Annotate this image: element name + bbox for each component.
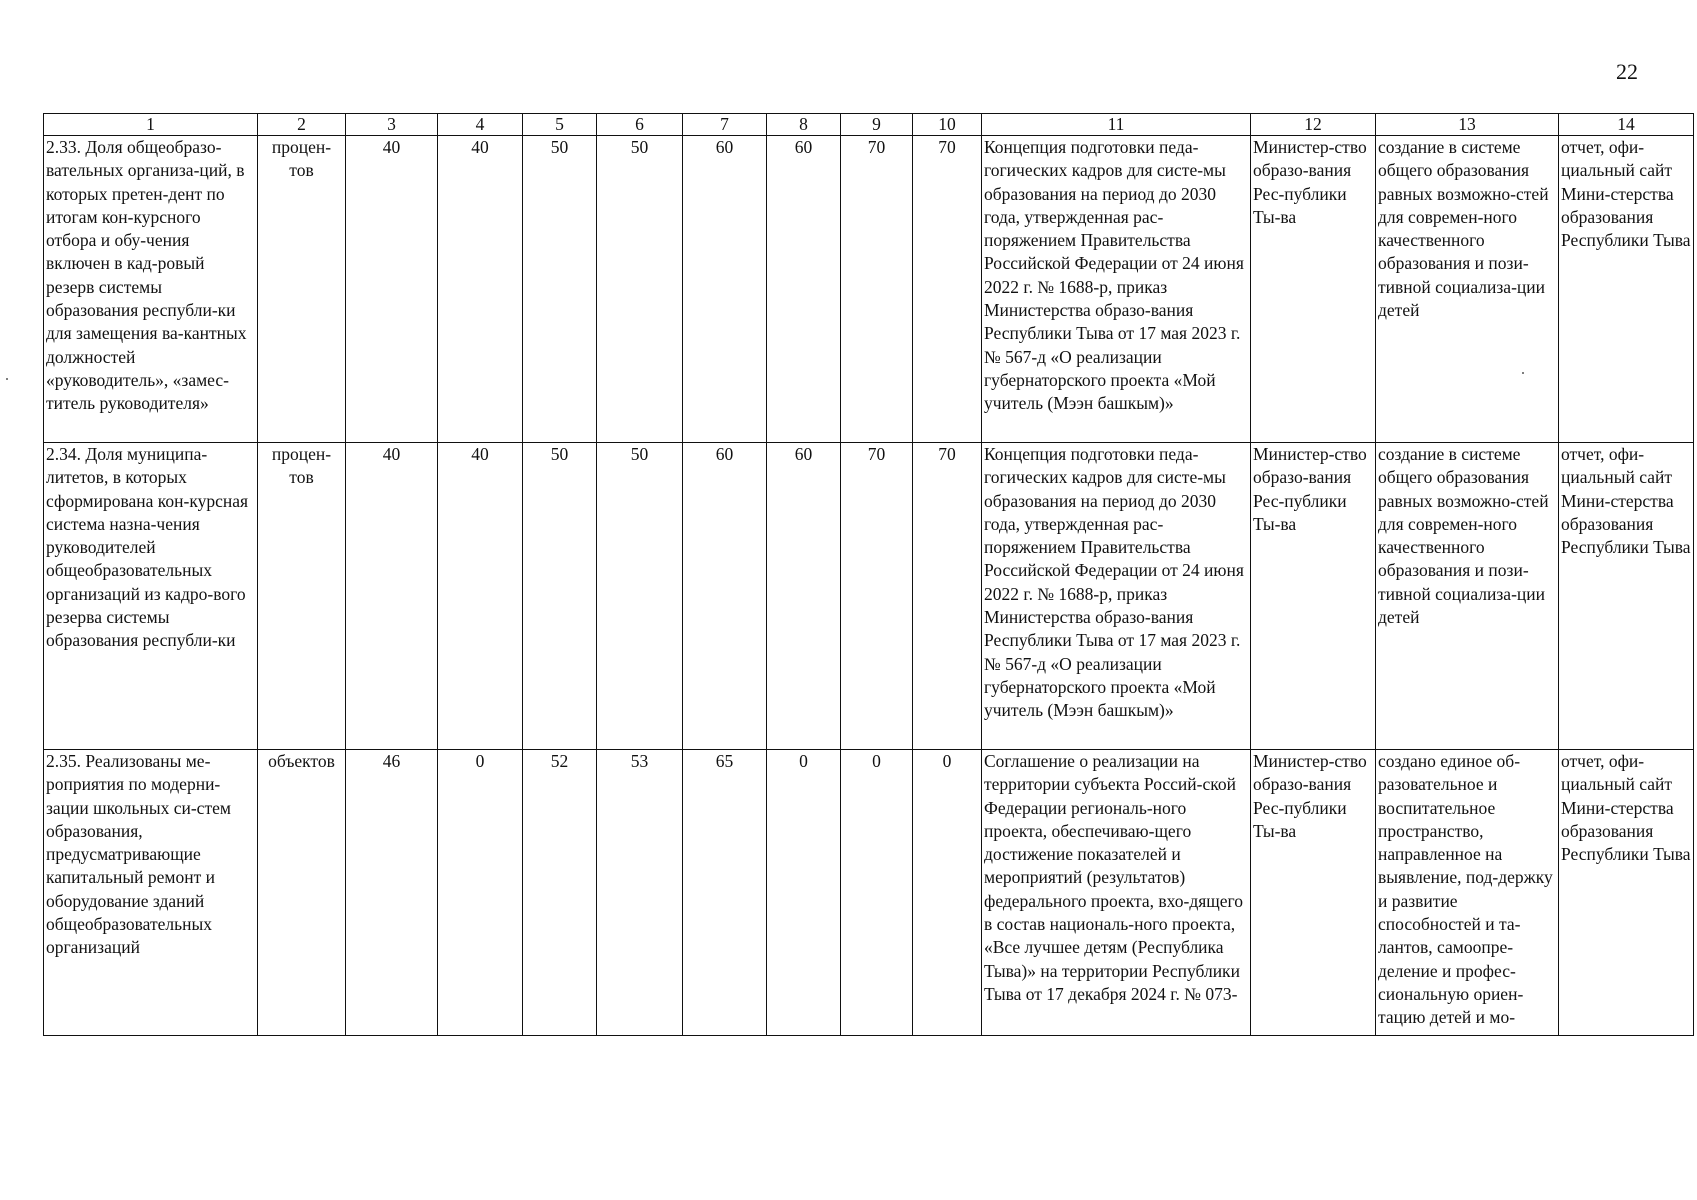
value-cell: 0	[841, 750, 913, 1036]
value-cell: 40	[346, 443, 438, 750]
column-header: 10	[913, 114, 982, 136]
column-header: 3	[346, 114, 438, 136]
value-cell: 0	[767, 750, 841, 1036]
indicators-table	[43, 113, 1694, 1036]
value-cell: 70	[913, 443, 982, 750]
basis-cell: Концепция подготовки педа-гогических кадров для систе-мы образования на период до 2030 года, утвержденная рас-поряжением Правительства Российской Федерации от 24 июня 2022 г. № 1688-р, приказ Министерства образо-вания Республики Тыва от 17 мая 2023 г. № 567-д «О реализации губернаторского проекта «Мой учитель (Мээн башкым)»	[982, 136, 1251, 443]
value-cell: 50	[597, 443, 683, 750]
unit-cell: процен-тов	[258, 443, 346, 750]
column-header: 9	[841, 114, 913, 136]
value-cell: 52	[523, 750, 597, 1036]
result-cell: создание в системе общего образования равных возможно-стей для современ-ного качественного образования и пози-тивной социализа-ции детей	[1376, 443, 1559, 750]
value-cell: 46	[346, 750, 438, 1036]
value-cell: 53	[597, 750, 683, 1036]
value-cell: 50	[597, 136, 683, 443]
indicator-cell: 2.34. Доля муниципа-литетов, в которых сформирована кон-курсная система назна-чения руководителей общеобразовательных организаций из кадро-вого резерва системы образования республи-ки	[44, 443, 258, 750]
unit-cell: объектов	[258, 750, 346, 1036]
column-header: 4	[438, 114, 523, 136]
column-header: 7	[683, 114, 767, 136]
scan-speck	[1522, 372, 1524, 374]
column-header: 12	[1251, 114, 1376, 136]
responsible-cell: Министер-ство образо-вания Рес-публики Ты-ва	[1251, 443, 1376, 750]
value-cell: 40	[346, 136, 438, 443]
responsible-cell: Министер-ство образо-вания Рес-публики Ты-ва	[1251, 136, 1376, 443]
column-header: 5	[523, 114, 597, 136]
result-cell: создание в системе общего образования равных возможно-стей для современ-ного качественного образования и пози-тивной социализа-ции детей	[1376, 136, 1559, 443]
source-cell: отчет, офи-циальный сайт Мини-стерства образования Республики Тыва	[1559, 750, 1694, 1036]
column-header: 8	[767, 114, 841, 136]
source-cell: отчет, офи-циальный сайт Мини-стерства образования Республики Тыва	[1559, 136, 1694, 443]
value-cell: 60	[683, 443, 767, 750]
table-row	[44, 750, 1694, 1036]
column-header: 1	[44, 114, 258, 136]
table-row	[44, 443, 1694, 750]
table-row	[44, 136, 1694, 443]
value-cell: 40	[438, 443, 523, 750]
column-header: 13	[1376, 114, 1559, 136]
responsible-cell: Министер-ство образо-вания Рес-публики Ты-ва	[1251, 750, 1376, 1036]
value-cell: 60	[683, 136, 767, 443]
unit-cell: процен-тов	[258, 136, 346, 443]
result-cell: создано единое об-разовательное и воспитательное пространство, направленное на выявление, под-держку и развитие способностей и та-лантов, самоопре-деление и профес-сиональную ориен-тацию детей и мо-	[1376, 750, 1559, 1036]
value-cell: 60	[767, 443, 841, 750]
column-header: 2	[258, 114, 346, 136]
header-row	[44, 114, 1694, 136]
indicator-cell: 2.35. Реализованы ме-роприятия по модерни-зации школьных си-стем образования, предусматривающие капитальный ремонт и оборудование зданий общеобразовательных организаций	[44, 750, 258, 1036]
value-cell: 70	[841, 136, 913, 443]
scan-speck	[6, 378, 8, 380]
value-cell: 0	[438, 750, 523, 1036]
indicator-cell: 2.33. Доля общеобразо-вательных организа-ций, в которых претен-дент по итогам кон-курсного отбора и обу-чения включен в кад-ровый резерв системы образования республи-ки для замещения ва-кантных должностей «руководитель», «замес-титель руководителя»	[44, 136, 258, 443]
page-number: 22	[1616, 59, 1638, 84]
value-cell: 40	[438, 136, 523, 443]
source-cell: отчет, офи-циальный сайт Мини-стерства образования Республики Тыва	[1559, 443, 1694, 750]
value-cell: 60	[767, 136, 841, 443]
column-header: 11	[982, 114, 1251, 136]
value-cell: 70	[913, 136, 982, 443]
column-header: 6	[597, 114, 683, 136]
value-cell: 65	[683, 750, 767, 1036]
basis-cell: Концепция подготовки педа-гогических кадров для систе-мы образования на период до 2030 года, утвержденная рас-поряжением Правительства Российской Федерации от 24 июня 2022 г. № 1688-р, приказ Министерства образо-вания Республики Тыва от 17 мая 2023 г. № 567-д «О реализации губернаторского проекта «Мой учитель (Мээн башкым)»	[982, 443, 1251, 750]
value-cell: 0	[913, 750, 982, 1036]
value-cell: 50	[523, 443, 597, 750]
column-header: 14	[1559, 114, 1694, 136]
value-cell: 50	[523, 136, 597, 443]
basis-cell: Соглашение о реализации на территории субъекта Россий-ской Федерации региональ-ного проекта, обеспечиваю-щего достижение показателей и мероприятий (результатов) федерального проекта, вхо-дящего в состав националь-ного проекта, «Все лучшее детям (Республика Тыва)» на территории Республики Тыва от 17 декабря 2024 г. № 073-	[982, 750, 1251, 1036]
value-cell: 70	[841, 443, 913, 750]
